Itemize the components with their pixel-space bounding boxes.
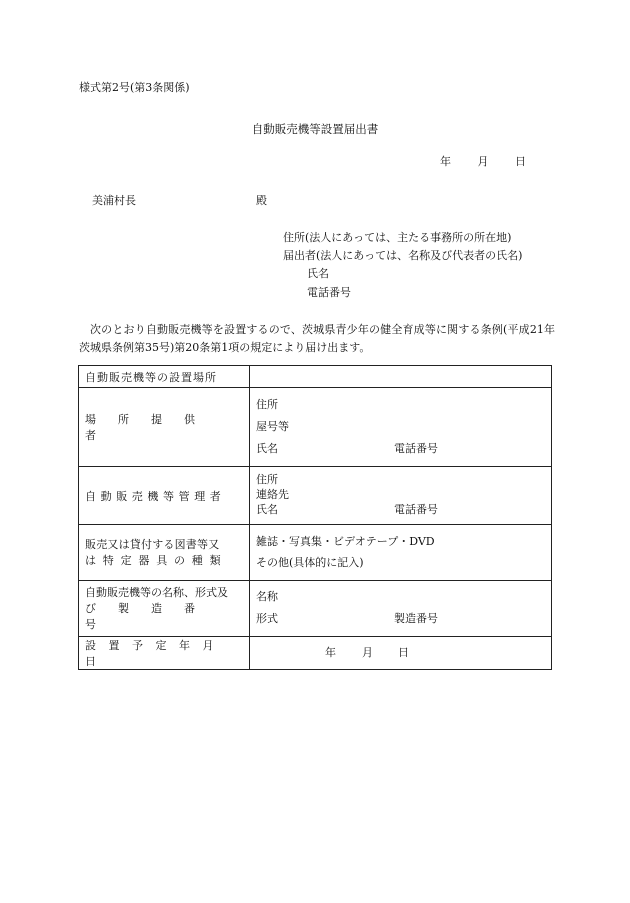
- submission-date-line: [440, 155, 526, 169]
- provider-phone-label: 電話番号: [394, 442, 438, 455]
- goods-option-media: 雑誌・写真集・ビデオテープ・DVD: [256, 535, 435, 548]
- goods-type-field[interactable]: [250, 525, 552, 581]
- install-year-label: 年: [325, 646, 336, 659]
- notification-form-table: [78, 365, 552, 670]
- place-provider-label: 場所提供者: [85, 413, 217, 442]
- machine-model-label: 形式: [256, 612, 278, 625]
- machine-info-field[interactable]: [250, 581, 552, 637]
- install-day-label: 日: [398, 646, 409, 659]
- manager-name-label: 氏名: [256, 503, 278, 516]
- row-goods-type-header: [79, 525, 250, 581]
- machine-info-label-line1: 自動販売機等の名称、形式及: [85, 585, 228, 599]
- manager-contact-label: 連絡先: [256, 488, 289, 501]
- goods-option-other: その他(具体的に記入): [256, 556, 364, 569]
- install-date-field[interactable]: [250, 637, 552, 670]
- installation-place-label: 自動販売機等の設置場所: [85, 370, 217, 384]
- manager-field[interactable]: [250, 467, 552, 525]
- goods-type-label-line1: 販売又は貸付する図書等又: [85, 537, 220, 551]
- date-day-label: 日: [515, 155, 526, 168]
- body-paragraph: 次のとおり自動販売機等を設置するので、茨城県青少年の健全育成等に関する条例(平成21年茨城県条例第35号)第20条第1項の規定により届け出ます。: [79, 323, 555, 354]
- goods-type-label-line2: は特定器具の種類: [85, 553, 228, 567]
- page-title: 自動販売機等設置届出書: [251, 122, 379, 136]
- date-month-label: 月: [477, 155, 489, 168]
- machine-serial-label: 製造番号: [394, 612, 438, 625]
- applicant-phone-label: 電話番号: [307, 286, 351, 299]
- row-installation-place-header: [79, 366, 250, 388]
- provider-name-label: 氏名: [256, 442, 278, 455]
- install-month-label: 月: [362, 646, 373, 659]
- row-machine-info-header: [79, 581, 250, 637]
- manager-phone-label: 電話番号: [394, 503, 438, 516]
- machine-name-label: 名称: [256, 590, 278, 603]
- form-number-label: 様式第2号(第3条関係): [79, 81, 190, 94]
- row-place-provider-header: [79, 388, 250, 467]
- place-provider-field[interactable]: [250, 388, 552, 467]
- provider-address-label: 住所: [256, 398, 278, 411]
- applicant-name-label: 氏名: [307, 267, 329, 280]
- install-date-label: 設置予定年月日: [85, 639, 226, 668]
- honorific: 殿: [256, 194, 267, 207]
- installation-place-field[interactable]: [250, 366, 552, 388]
- applicant-submitter-label: 届出者(法人にあっては、名称及び代表者の氏名): [283, 249, 523, 262]
- applicant-address-label: 住所(法人にあっては、主たる事務所の所在地): [283, 231, 512, 244]
- date-year-label: 年: [440, 155, 451, 168]
- addressee: 美浦村長: [92, 194, 136, 207]
- provider-shop-name-label: 屋号等: [256, 420, 289, 433]
- manager-address-label: 住所: [256, 473, 278, 486]
- manager-label: 自動販売機等管理者: [85, 489, 226, 503]
- row-install-date-header: [79, 637, 250, 670]
- machine-info-label-line2: び製造番号: [85, 601, 217, 631]
- row-manager-header: [79, 467, 250, 525]
